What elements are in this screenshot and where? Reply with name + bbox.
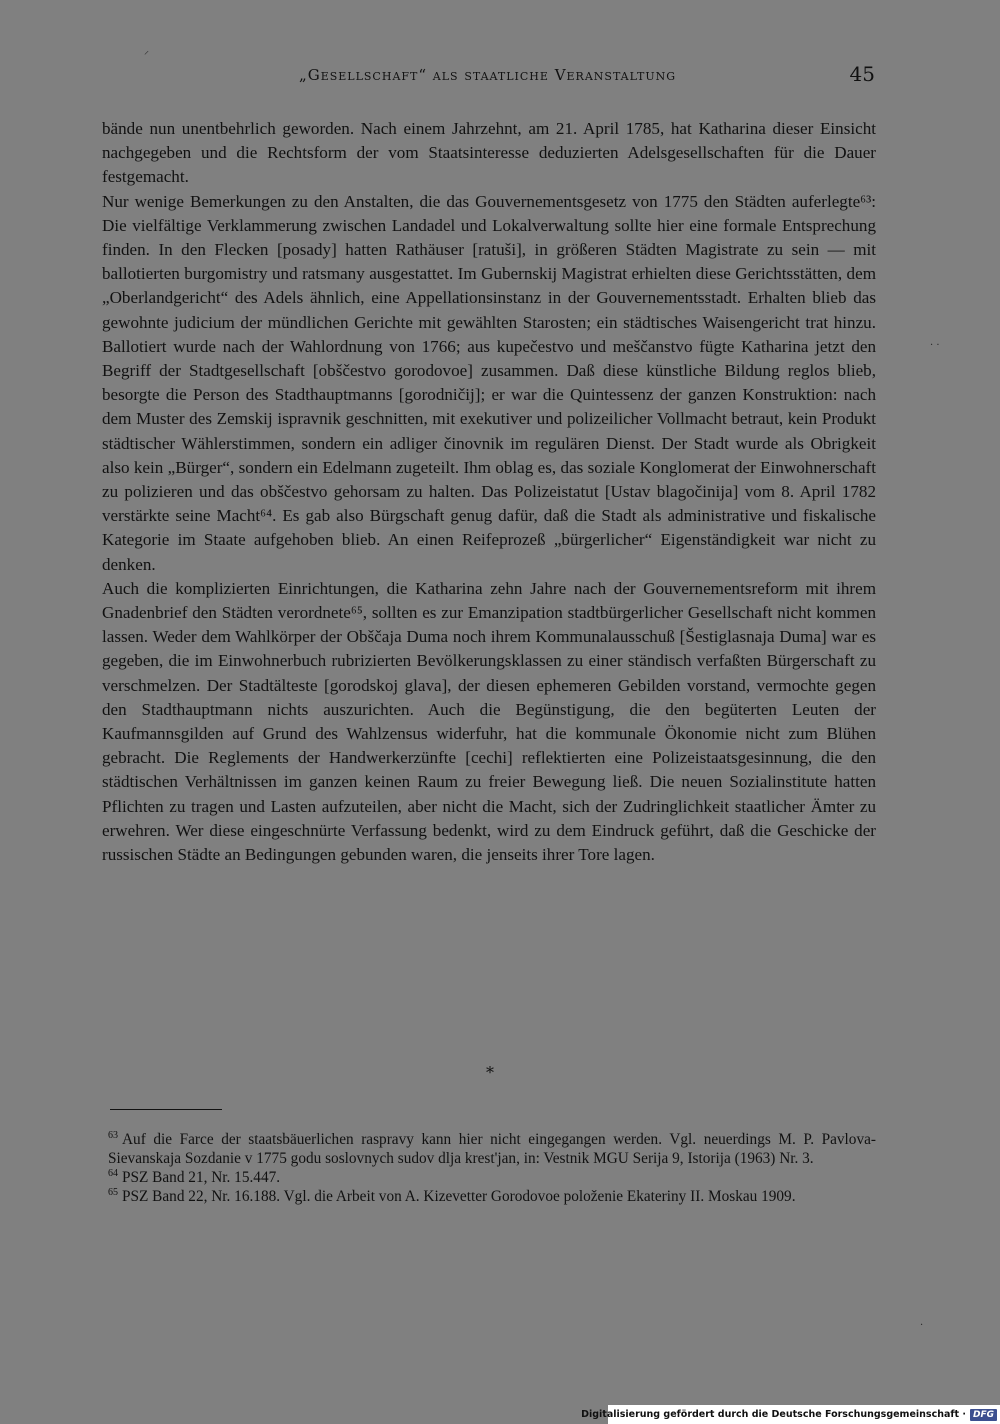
footnote-number: 64 — [108, 1167, 118, 1179]
footnote — [108, 1187, 876, 1206]
footnotes — [108, 1130, 876, 1206]
paragraph: bände nun unentbehrlich geworden. Nach einem Jahrzehnt, am 21. April 1785, hat Katharina dieser Einsicht nachgegeben und die Rechtsform der vom Staatsinteresse deduzierten Adelsgesellschaften für die Dauer festgemacht. — [102, 119, 876, 187]
page-number: 45 — [849, 62, 875, 86]
scan-speck: · — [920, 1320, 924, 1331]
funding-text: Digitalisierung gefördert durch die Deutsche Forschungsgemeinschaft · — [581, 1409, 966, 1420]
funding-footer — [581, 1405, 1000, 1424]
body-text — [102, 117, 876, 867]
scan-speck: · · — [930, 340, 940, 351]
footnote — [108, 1130, 876, 1168]
footnote-text: Auf die Farce der staatsbäuerlichen raspravy kann hier nicht eingegangen werden. Vgl. neuerdings M. P. Pavlova-Sievanskaja Sozdanie v 1775 godu soslovnych sudov dlja krest'jan, in: Vestnik MGU Serija 9, Istorija (1963) Nr. 3. — [108, 1131, 876, 1167]
footnote-number: 63 — [108, 1129, 118, 1141]
paragraph: Nur wenige Bemerkungen zu den Anstalten, die das Gouvernementsgesetz von 1775 den Städten auferlegte⁶³: Die vielfältige Verklammerung zwischen Landadel und Lokalverwaltung sollte hier eine formale Entsprechung finden. In den Flecken [posady] hatten Rathäuser [ratuši], in größeren Städten Magistrate zu sein — mit ballotierten burgomistry und ratsmany ausgestattet. Im Gubernskij Magistrat erhielten diese Gerichtsstätten, dem „Oberlandgericht“ des Adels ähnlich, eine Appellationsinstanz in der Gouvernementsstadt. Erhalten blieb das gewohnte judicium der mündlichen Gerichte mit gewählten Starosten; ein städtisches Waisengericht trat hinzu. Ballotiert wurde nach der Wahlordnung von 1766; aus kupečestvo und meščanstvo fügte Katharina jetzt den Begriff der Stadtgesellschaft [obščestvo gorodovoe] zusammen. Daß diese künstliche Bildung reglos blieb, besorgte die Person des Stadthauptmanns [gorodničij]; er war die Quintessenz der ganzen Konstruktion: nach dem Muster des Zemskij ispravnik geschnitten, mit exekutiver und polizeilicher Vollmacht betraut, kein Produkt städtischer Wählerstimmen, sondern ein adliger činovnik im regulären Dienst. Der Stadt wurde als Obrigkeit also kein „Bürger“, sondern ein Edelmann zugeteilt. Ihm oblag es, das soziale Konglomerat der Einwohnerschaft zu polizieren und das obščestvo gehorsam zu halten. Das Polizeistatut [Ustav blagočinija] vom 8. April 1782 verstärkte seine Macht⁶⁴. Es gab also Bürgschaft genug dafür, daß die Stadt als administrative und fiskalische Kategorie im Staate aufgehoben blieb. An einen Reifeprozeß „bürgerlicher“ Eigenständigkeit war nicht zu denken. — [102, 191, 876, 574]
page-header — [100, 62, 875, 90]
running-title: „Gesellschaft“ als staatliche Veranstaltung — [298, 66, 677, 84]
footnote — [108, 1168, 876, 1187]
footnote-rule — [110, 1109, 222, 1110]
scan-speck: ⸍ — [144, 50, 149, 61]
footnote-text: PSZ Band 22, Nr. 16.188. Vgl. die Arbeit von A. Kizevetter Gorodovoe položenie Ekateriny II. Moskau 1909. — [122, 1188, 796, 1205]
paragraph: Auch die komplizierten Einrichtungen, die Katharina zehn Jahre nach der Gouvernementsreform mit ihrem Gnadenbrief den Städten verordnete⁶⁵, sollten es zur Emanzipation stadtbürgerlicher Gesellschaft nicht kommen lassen. Weder dem Wahlkörper der Obščaja Duma noch ihrem Kommunalausschuß [Šestiglasnaja Duma] war es gegeben, die im Einwohnerbuch rubrizierten Bevölkerungsklassen zu einer ständisch verfaßten Bürgerschaft zu verschmelzen. Der Stadtälteste [gorodskoj glava], der diesen ephemeren Gebilden vorstand, vermochte gegen den Stadthauptmann nichts auszurichten. Auch die Begünstigung, die den begüterten Leuten der Kaufmannsgilden auf Grund des Wahlzensus widerfuhr, hat die kommunale Ökonomie nicht zum Blühen gebracht. Die Reglements der Handwerkerzünfte [cechi] reflektierten eine Polizeistaatsgesinnung, die den städtischen Verhältnissen im ganzen keinen Raum zu freier Bewegung ließ. Die neuen Sozialinstitute hatten Pflichten zu tragen und Lasten aufzuteilen, aber nicht die Macht, sich der Zudringlichkeit staatlicher Ämter zu erwehren. Wer diese eingeschnürte Verfassung bedenkt, wird zu dem Eindruck geführt, daß die Geschicke der russischen Städte an Bedingungen gebunden waren, die jenseits ihrer Tore lagen. — [102, 578, 876, 865]
section-separator: * — [486, 1063, 494, 1082]
footnote-number: 65 — [108, 1186, 118, 1198]
footnote-text: PSZ Band 21, Nr. 15.447. — [122, 1169, 281, 1186]
dfg-logo: DFG — [970, 1409, 997, 1421]
